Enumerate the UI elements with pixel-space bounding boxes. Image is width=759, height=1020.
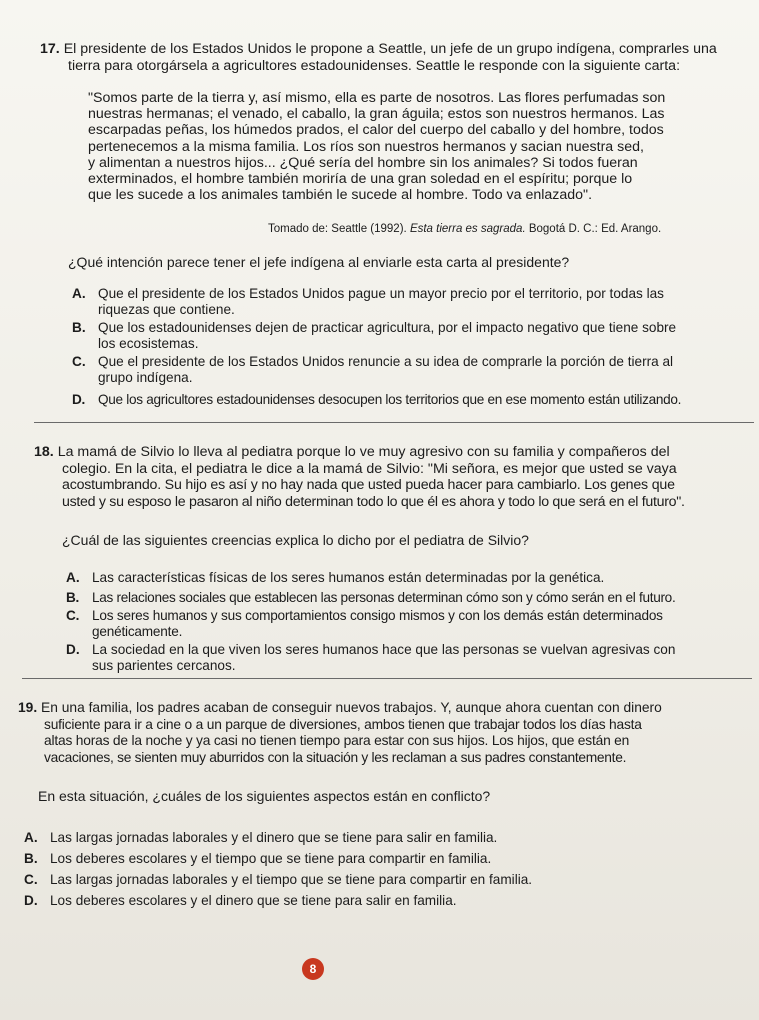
divider xyxy=(34,422,754,423)
q18-stem-line: La mamá de Silvio lo lleva al pediatra porque lo ve muy agresivo con su familia y compañeros del xyxy=(57,444,670,460)
q19-prompt: En esta situación, ¿cuáles de los siguientes aspectos están en conflicto? xyxy=(38,788,491,804)
source-suffix: Bogotá D. C.: Ed. Arango. xyxy=(528,223,662,235)
q17-number: 17. xyxy=(40,41,60,57)
source-prefix: Tomado de: Seattle (1992). xyxy=(268,223,407,235)
quote-line: "Somos parte de la tierra y, así mismo, ella es parte de nosotros. Las flores perfumadas son xyxy=(88,90,666,106)
q19-option-c[interactable] xyxy=(24,872,704,888)
option-letter: A. xyxy=(24,830,38,845)
source-title: Esta tierra es sagrada. xyxy=(409,223,526,235)
q17-stem-line2: tierra para otorgársela a agricultores estadounidenses. Seattle le responde con la siguiente carta: xyxy=(68,58,681,74)
option-text-cont: sus parientes cercanos. xyxy=(92,657,236,673)
option-text-cont: grupo indígena. xyxy=(98,369,193,385)
option-letter: B. xyxy=(72,320,86,335)
divider xyxy=(22,678,752,679)
q17-stem xyxy=(40,41,752,58)
q17-option-d[interactable] xyxy=(72,392,754,408)
q19-stem-line: vacaciones, se sienten muy aburridos con la situación y les reclaman a sus padres constantemente. xyxy=(44,749,627,765)
q17-option-a[interactable] xyxy=(72,286,754,317)
q17-option-b[interactable] xyxy=(72,320,754,351)
option-letter: A. xyxy=(72,286,86,301)
option-text: Los seres humanos y sus comportamientos consigo mismos y con los demás están determinados xyxy=(92,608,663,623)
quote-line: exterminados, el hombre también moriría de una gran soledad en el espíritu; porque lo xyxy=(88,171,633,188)
q19-option-d[interactable] xyxy=(24,893,704,909)
quote-line: nuestras hermanas; el venado, el caballo, la gran águila; estos son nuestros hermanos. Las xyxy=(88,106,665,123)
option-text-cont: genéticamente. xyxy=(92,623,183,639)
q17-prompt: ¿Qué intención parece tener el jefe indígena al enviarle esta carta al presidente? xyxy=(68,254,570,270)
q18-number: 18. xyxy=(34,444,54,460)
quote-line: escarpadas peñas, los húmedos prados, el calor del cuerpo del caballo y del hombre, todos xyxy=(88,122,664,139)
quote-line: pertenecemos a la misma familia. Los ríos son nuestros hermanos y sacian nuestra sed, xyxy=(88,138,644,155)
q19-option-a[interactable] xyxy=(24,830,704,846)
q19-number: 19. xyxy=(18,700,38,715)
option-letter: A. xyxy=(66,570,80,585)
q17-option-c[interactable] xyxy=(72,354,754,385)
q18-prompt: ¿Cuál de las siguientes creencias explica lo dicho por el pediatra de Silvio? xyxy=(62,532,529,548)
q19-stem-line: suficiente para ir a cine o a un parque de diversiones, ambos tienen que trabajar todos los días hasta xyxy=(44,716,642,732)
option-letter: B. xyxy=(24,851,38,866)
q17-stem-line1: El presidente de los Estados Unidos le propone a Seattle, un jefe de un grupo indígena, comprarles una xyxy=(63,41,717,57)
option-text: Los deberes escolares y el tiempo que se tiene para compartir en familia. xyxy=(50,851,492,866)
option-text: Las características físicas de los seres humanos están determinadas por la genética. xyxy=(92,570,605,585)
q18-option-d[interactable] xyxy=(66,642,756,673)
option-letter: C. xyxy=(24,872,38,887)
q18-stem-line: colegio. En la cita, el pediatra le dice a la mamá de Silvio: "Mi señora, es mejor que usted se vaya xyxy=(62,460,677,477)
option-text: Que el presidente de los Estados Unidos renuncie a su idea de comprarle la porción de tierra al xyxy=(98,354,674,369)
q18-stem-line: usted y su esposo le pasaron al niño determinan todo lo que él es ahora y todo lo que será en el futuro". xyxy=(62,493,685,510)
q19-stem xyxy=(18,700,754,766)
option-letter: B. xyxy=(66,590,79,605)
option-text: Que los estadounidenses dejen de practicar agricultura, por el impacto negativo que tiene sobre xyxy=(98,320,677,335)
quote-line: y alimentan a nuestros hijos... ¿Qué sería del hombre sin los animales? Si todos fueran xyxy=(88,154,638,171)
q19-stem-line: altas horas de la noche y ya casi no tienen tiempo para estar con sus hijos. Los hijos, que están en xyxy=(44,733,630,749)
q17-quote xyxy=(88,90,748,203)
q19-stem-line: En una familia, los padres acaban de conseguir nuevos trabajos. Y, aunque ahora cuentan con dinero xyxy=(41,700,662,715)
option-text: Las largas jornadas laborales y el tiempo que se tiene para compartir en familia. xyxy=(50,872,533,887)
q18-stem-line: acostumbrando. Su hijo es así y no hay nada que usted pueda hacer para cambiarlo. Los genes que xyxy=(62,477,675,494)
option-letter: D. xyxy=(24,893,38,908)
option-text: La sociedad en la que viven los seres humanos hace que las personas se vuelvan agresivas con xyxy=(92,642,676,657)
quote-line: que les sucede a los animales también le sucede al hombre. Todo va enlazado". xyxy=(88,187,593,204)
option-letter: D. xyxy=(66,642,80,657)
option-text: Que los agricultores estadounidenses desocupen los territorios que en ese momento están utilizando. xyxy=(98,392,682,407)
q18-stem xyxy=(34,444,754,510)
page-number-badge: 8 xyxy=(302,958,324,980)
option-text: Las largas jornadas laborales y el dinero que se tiene para salir en familia. xyxy=(50,830,498,845)
q19-option-b[interactable] xyxy=(24,851,704,867)
option-text: Que el presidente de los Estados Unidos pague un mayor precio por el territorio, por todas las xyxy=(98,286,664,301)
option-text-cont: riquezas que contiene. xyxy=(98,301,235,317)
q17-source xyxy=(268,222,738,236)
option-letter: C. xyxy=(72,354,86,369)
option-text: Los deberes escolares y el dinero que se tiene para salir en familia. xyxy=(50,893,457,908)
q18-option-a[interactable] xyxy=(66,570,756,586)
q18-option-b[interactable] xyxy=(66,590,756,606)
option-text: Las relaciones sociales que establecen las personas determinan cómo son y cómo serán en el futuro. xyxy=(92,590,676,605)
q18-option-c[interactable] xyxy=(66,608,756,639)
option-letter: C. xyxy=(66,608,80,623)
option-text-cont: los ecosistemas. xyxy=(98,335,199,351)
option-letter: D. xyxy=(72,392,85,407)
